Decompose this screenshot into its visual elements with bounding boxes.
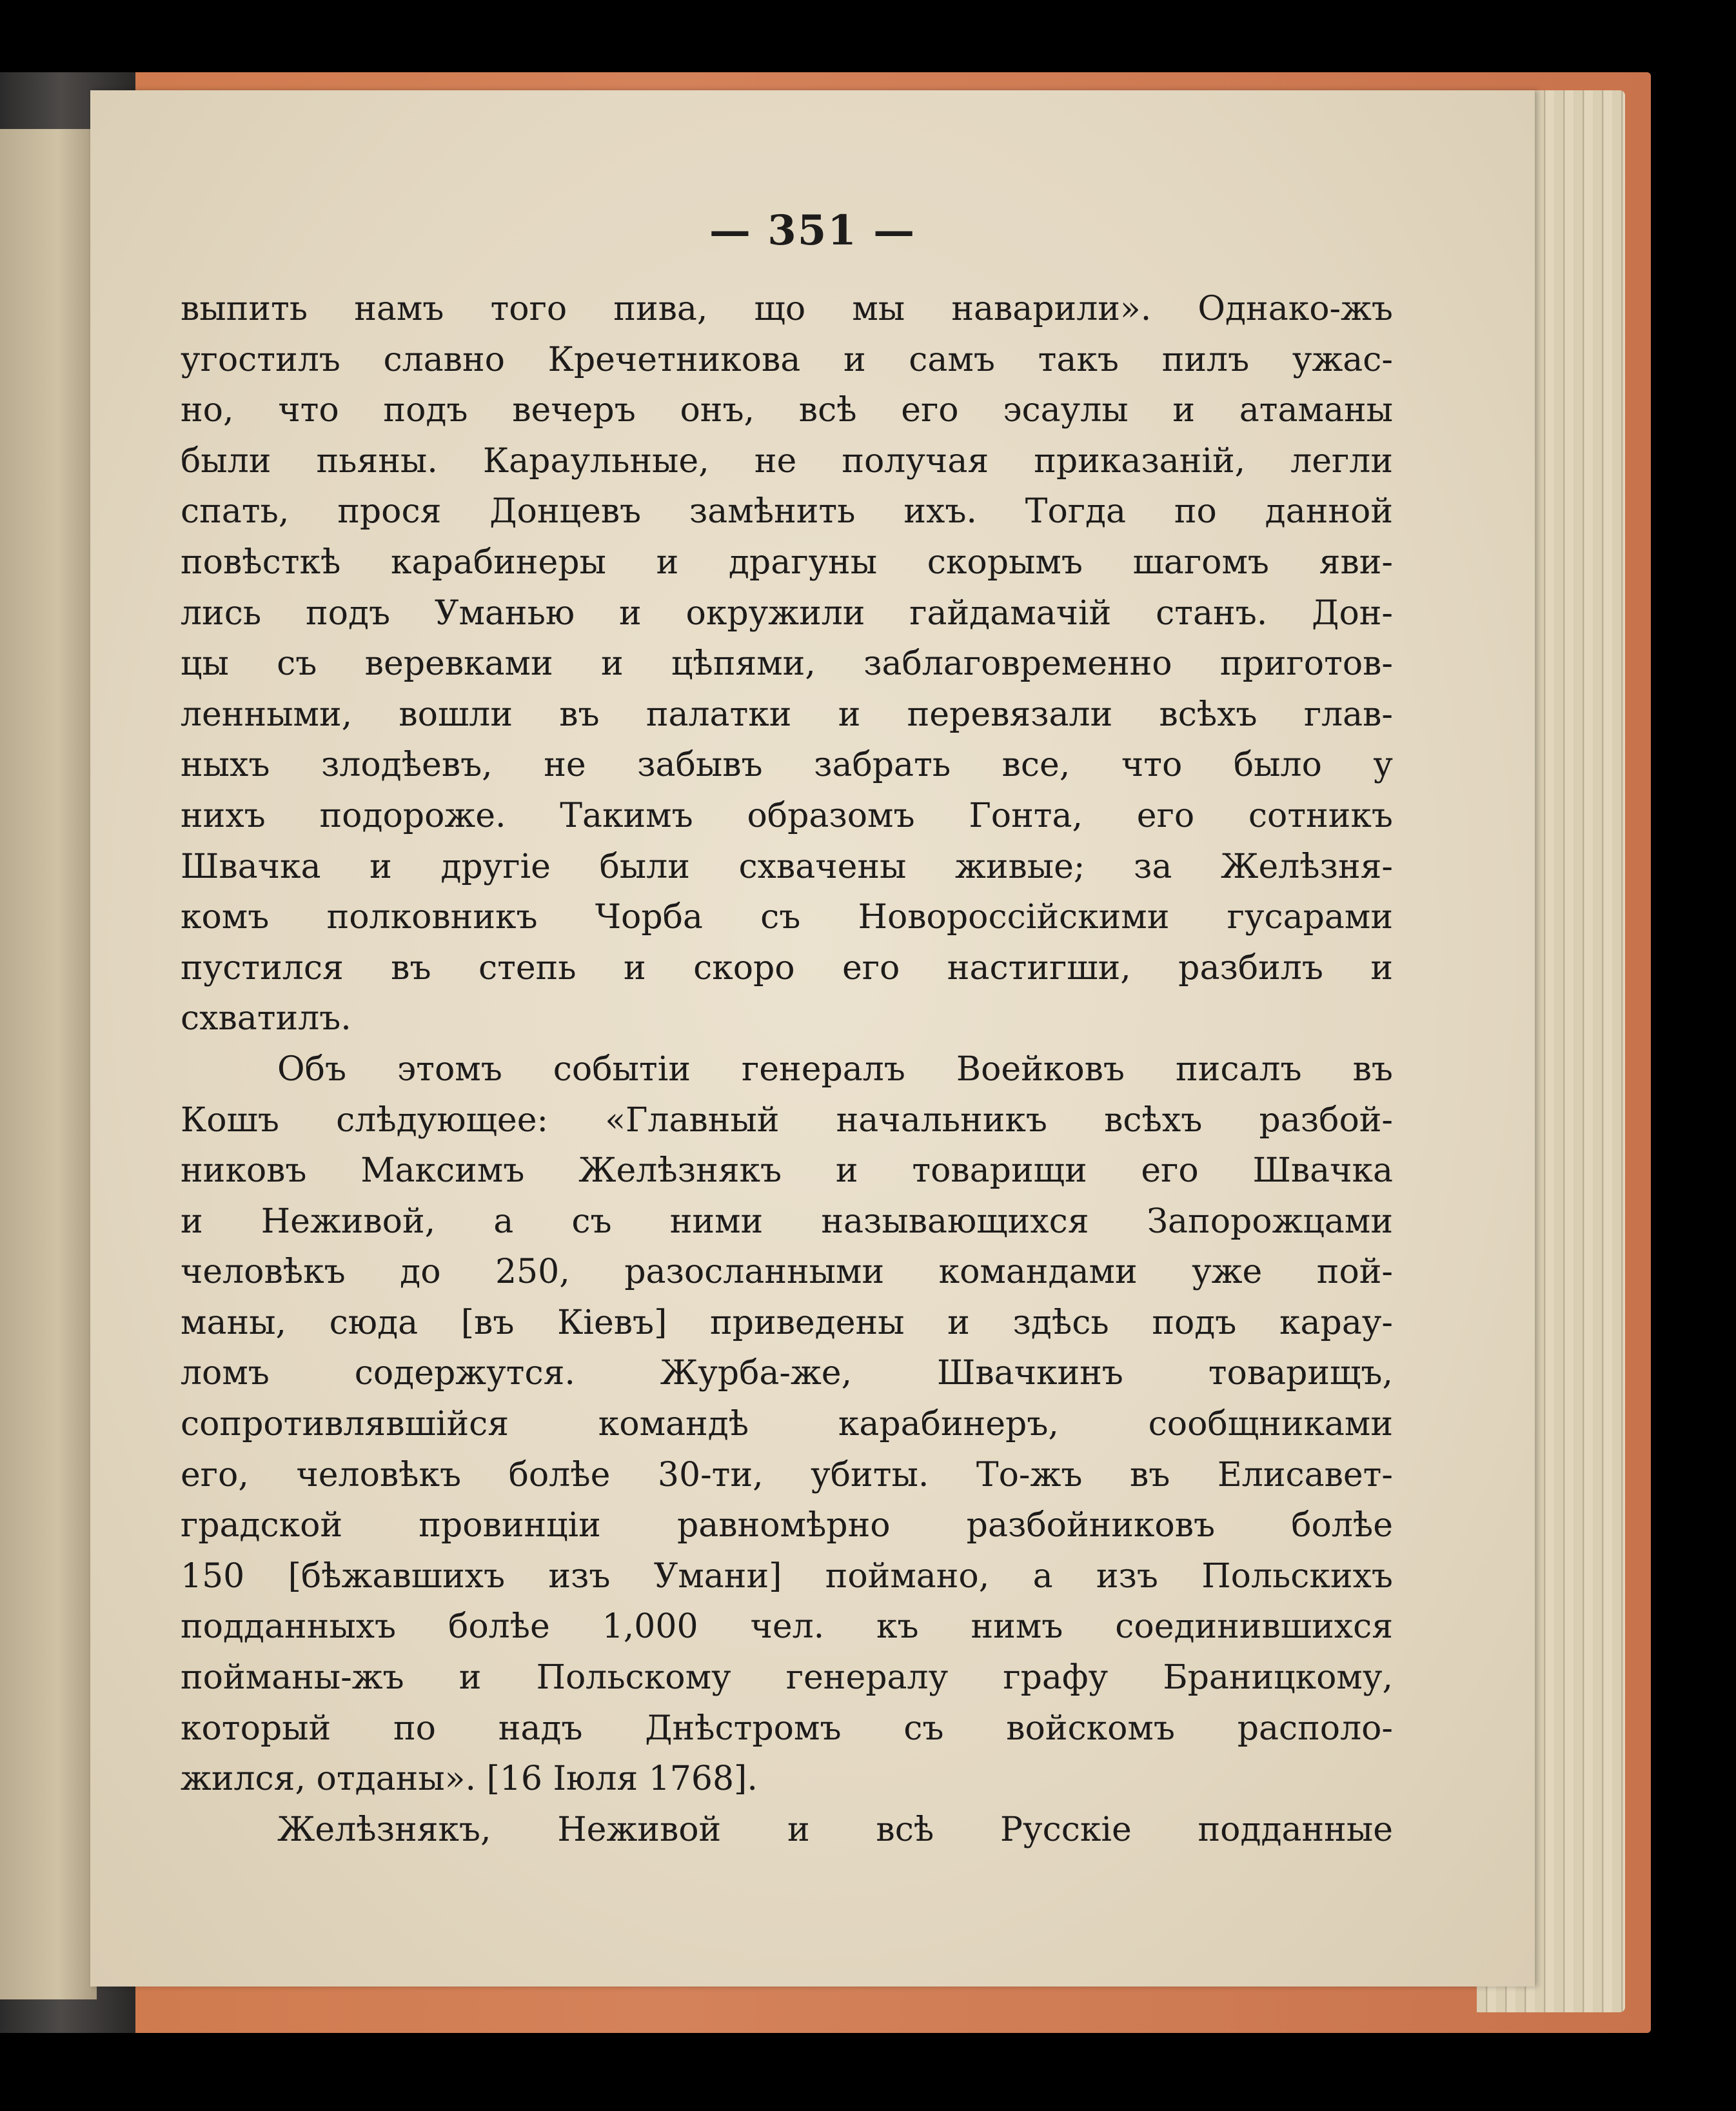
- text-line: сопротивлявшійся командѣ карабинеръ, сообщниками: [181, 1405, 1393, 1444]
- text-line: его, человѣкъ болѣе 30-ти, убиты. То-жъ въ Елисавет-: [181, 1455, 1393, 1494]
- text-line: 150 [бѣжавшихъ изъ Умани] поймано, а изъ Польскихъ: [181, 1556, 1393, 1596]
- text-line: который по надъ Днѣстромъ съ войскомъ располо-: [181, 1709, 1393, 1748]
- text-line: подданныхъ болѣе 1,000 чел. къ нимъ соединившихся: [181, 1607, 1393, 1647]
- text-line: Желѣзнякъ, Неживой и всѣ Русскіе подданные: [277, 1810, 1393, 1849]
- text-line: градской провинціи равномѣрно разбойниковъ болѣе: [181, 1506, 1393, 1545]
- text-line: схватилъ.: [181, 999, 351, 1038]
- text-line: ломъ содержутся. Журба-же, Швачкинъ товарищъ,: [181, 1354, 1393, 1393]
- text-line: нихъ подороже. Такимъ образомъ Гонта, его сотникъ: [181, 796, 1393, 835]
- text-line: были пьяны. Караульные, не получая приказаній, легли: [181, 441, 1393, 481]
- text-line: угостилъ славно Кречетникова и самъ такъ пилъ ужас-: [181, 340, 1393, 379]
- text-line: комъ полковникъ Чорба съ Новороссійскими гусарами: [181, 898, 1393, 937]
- text-line: пойманы-жъ и Польскому генералу графу Браницкому,: [181, 1658, 1393, 1698]
- text-line: спать, прося Донцевъ замѣнить ихъ. Тогда по данной: [181, 492, 1393, 531]
- text-line: но, что подъ вечеръ онъ, всѣ его эсаулы и атаманы: [181, 391, 1393, 430]
- text-line: пустился въ степь и скоро его настигши, разбилъ и: [181, 948, 1393, 987]
- facing-page-edge: [0, 129, 97, 1999]
- text-line: никовъ Максимъ Желѣзнякъ и товарищи его Швачка: [181, 1151, 1393, 1191]
- text-line: и Неживой, а съ ними называющихся Запорожцами: [181, 1202, 1393, 1241]
- text-line: Швачка и другіе были схвачены живые; за Желѣзня-: [181, 847, 1393, 886]
- body-text: [181, 284, 1393, 1855]
- text-line: ныхъ злодѣевъ, не забывъ забрать все, что было у: [181, 746, 1393, 785]
- text-line: ленными, вошли въ палатки и перевязали всѣхъ глав-: [181, 695, 1393, 734]
- text-line: повѣсткѣ карабинеры и драгуны скорымъ шагомъ яви-: [181, 542, 1393, 582]
- page-number: — 351 —: [709, 206, 916, 255]
- text-line: жился, отданы». [16 Іюля 1768].: [181, 1759, 758, 1799]
- text-line: лись подъ Уманью и окружили гайдамачій станъ. Дон-: [181, 593, 1393, 633]
- text-line: маны, сюда [въ Кіевъ] приведены и здѣсь подъ карау-: [181, 1303, 1393, 1342]
- text-line: выпить намъ того пива, що мы наварили». Однако-жъ: [181, 290, 1393, 328]
- book-page: [90, 90, 1535, 1987]
- text-line: цы съ веревками и цѣпями, заблаговременно приготов-: [181, 644, 1393, 684]
- text-line: Объ этомъ событіи генералъ Воейковъ писалъ въ: [277, 1049, 1393, 1089]
- text-line: человѣкъ до 250, разосланными командами уже пой-: [181, 1253, 1393, 1292]
- text-line: Кошъ слѣдующее: «Главный начальникъ всѣхъ разбой-: [181, 1100, 1393, 1140]
